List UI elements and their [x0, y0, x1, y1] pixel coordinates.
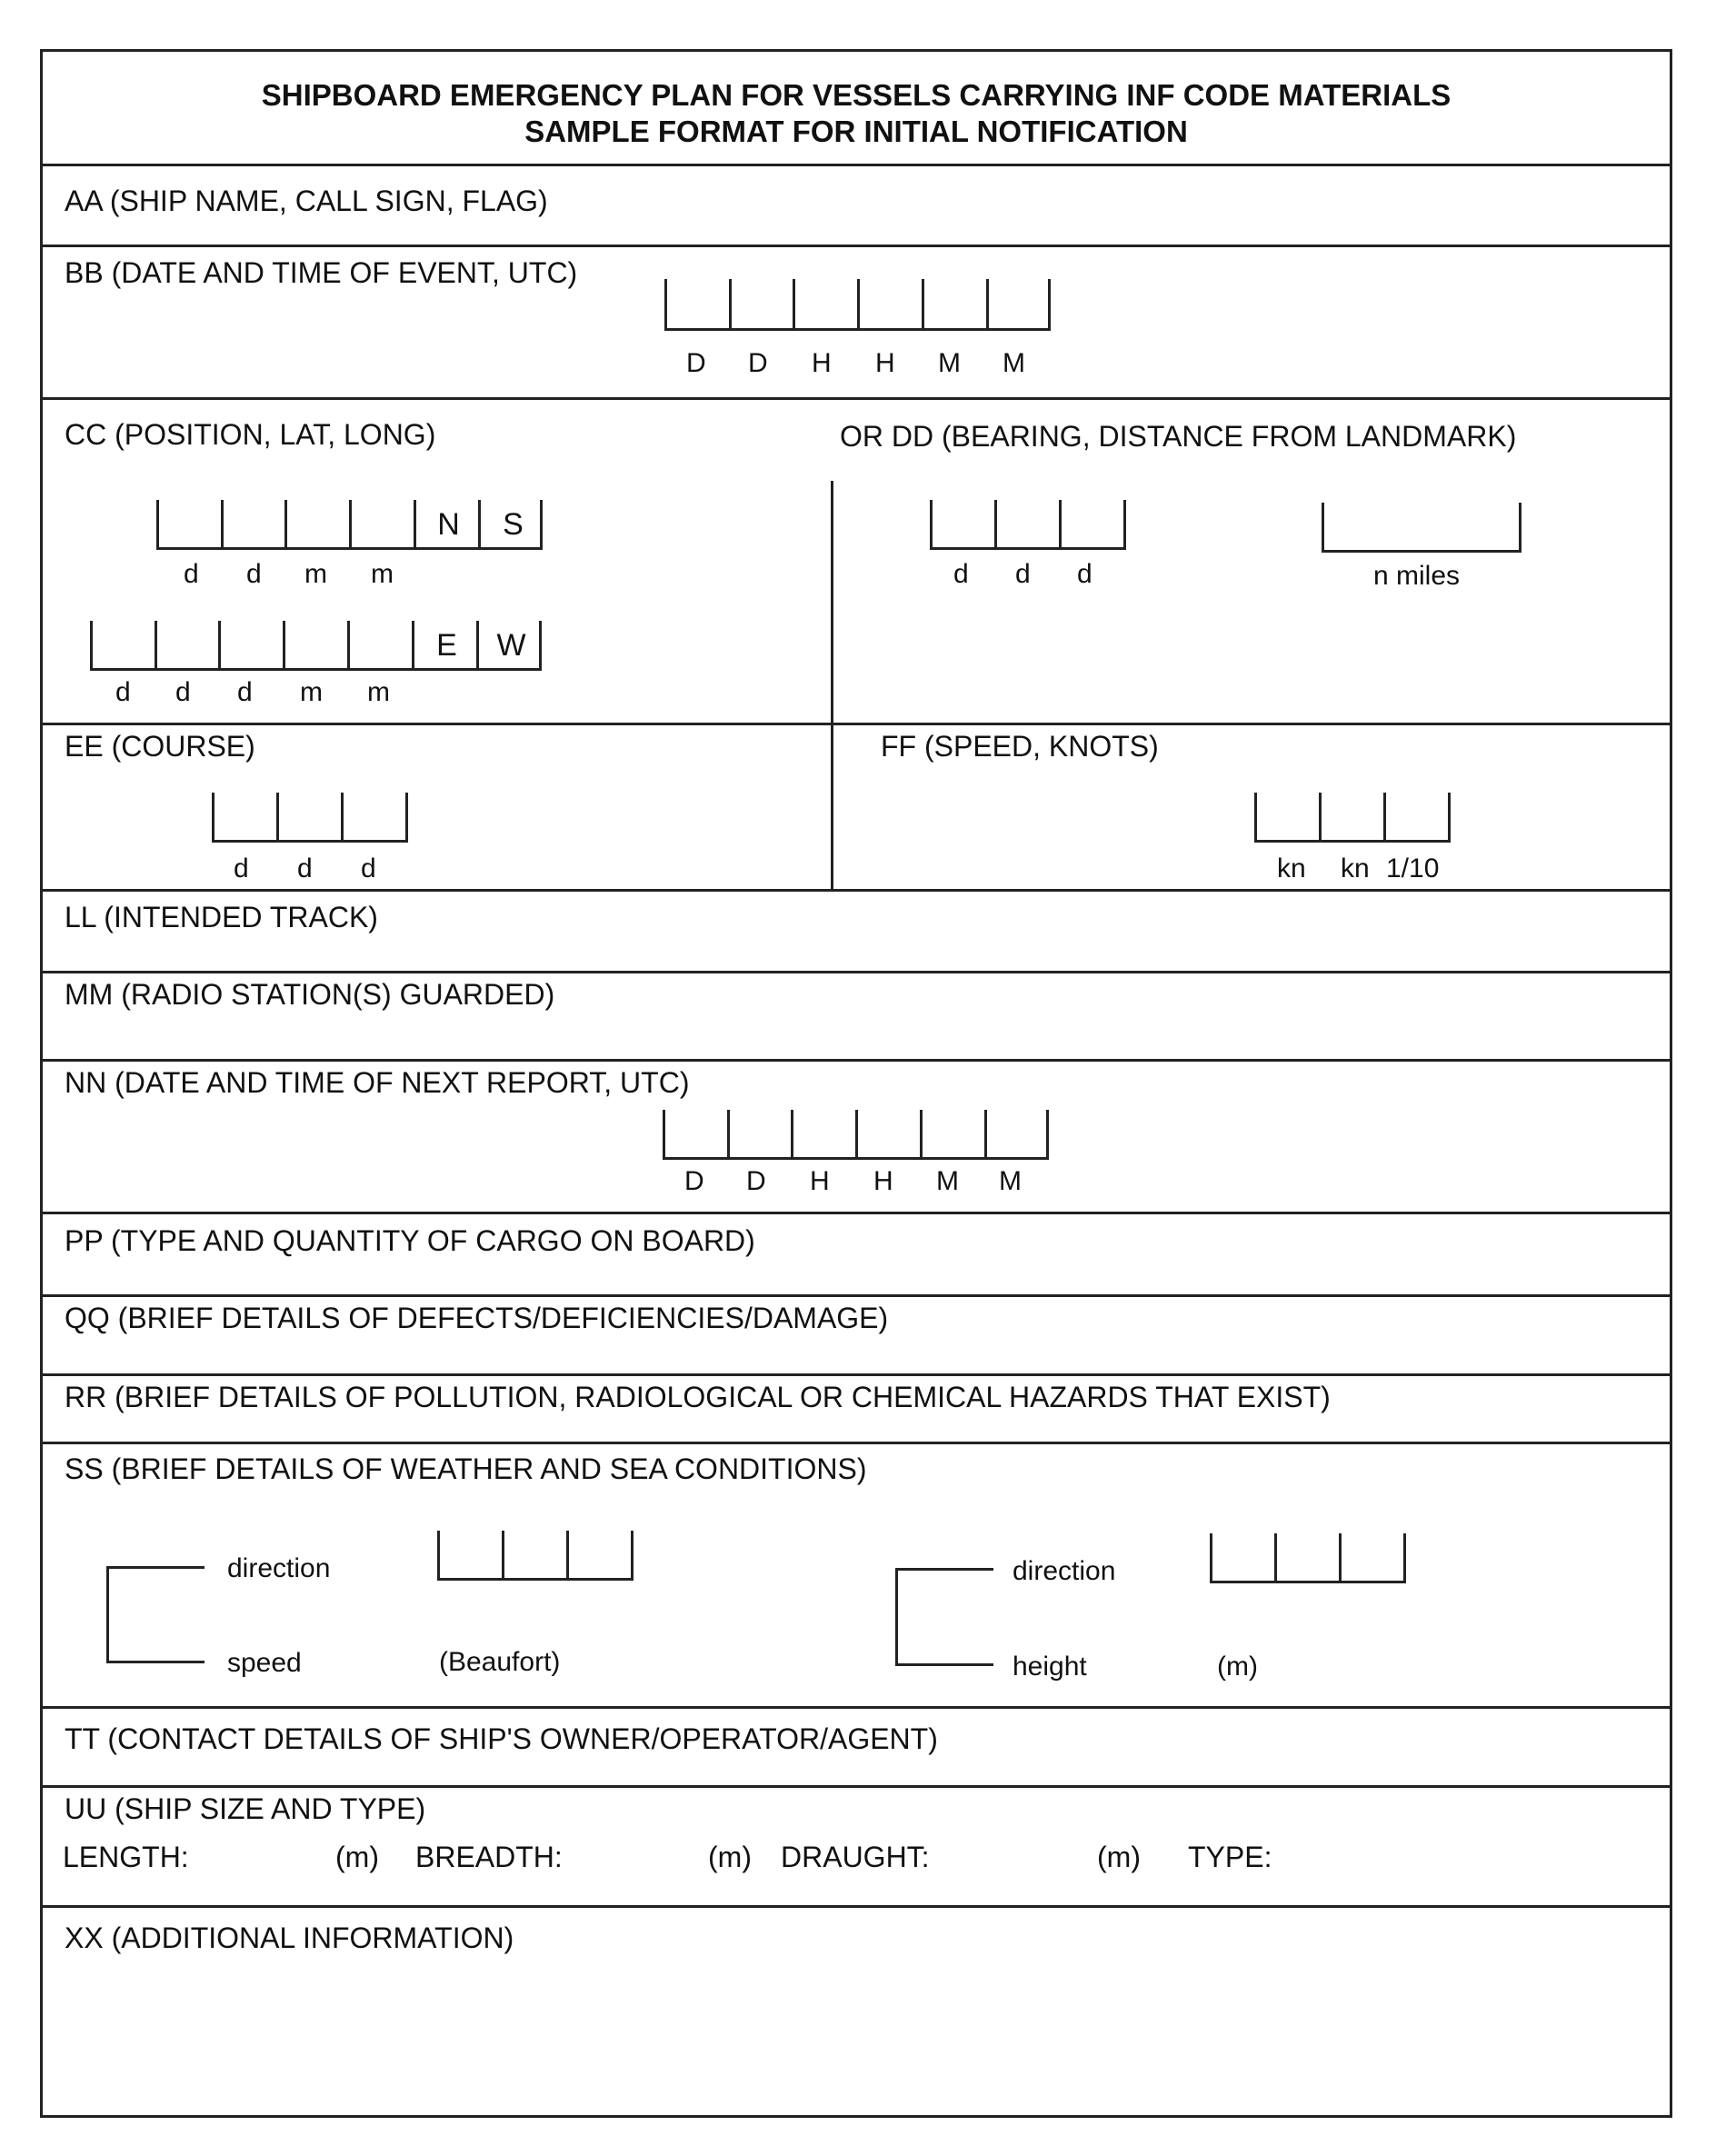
bb-cell-label: M — [1003, 348, 1025, 378]
column-divider — [831, 481, 833, 889]
field-ee-label: EE (COURSE) — [65, 730, 255, 763]
divider — [43, 723, 1670, 725]
bb-cell-label: H — [812, 348, 832, 378]
field-nn-label: NN (DATE AND TIME OF NEXT REPORT, UTC) — [65, 1066, 690, 1099]
wind-direction-label: direction — [227, 1553, 331, 1583]
divider — [43, 1905, 1670, 1908]
cc-lat-cell-label: m — [371, 559, 394, 589]
divider — [43, 1785, 1670, 1788]
dd-distance-unit-label: n miles — [1373, 561, 1461, 591]
ff-speed-cell-label: 1/10 — [1386, 853, 1440, 883]
divider — [43, 1373, 1670, 1376]
notification-form — [40, 49, 1672, 2118]
sea-direction-label: direction — [1013, 1556, 1116, 1586]
sea-boxes[interactable] — [1210, 1533, 1406, 1583]
field-ff-label: FF (SPEED, KNOTS) — [881, 730, 1159, 763]
nn-cell-label: D — [684, 1166, 704, 1196]
uu-draught-label: DRAUGHT: — [781, 1841, 930, 1873]
cc-long-cell-label: d — [115, 677, 131, 707]
nn-cell-label: M — [999, 1166, 1022, 1196]
divider — [43, 397, 1670, 400]
cc-long-cell-label: d — [237, 677, 253, 707]
uu-type-label: TYPE: — [1188, 1841, 1272, 1873]
uu-length-label: LENGTH: — [63, 1841, 189, 1873]
sea-unit-label: (m) — [1217, 1652, 1258, 1682]
field-ll-label: LL (INTENDED TRACK) — [65, 901, 378, 933]
cc-hemisphere-e: E — [436, 628, 457, 663]
nn-cell-label: D — [746, 1166, 766, 1196]
field-cc-label: CC (POSITION, LAT, LONG) — [65, 418, 436, 451]
form-title-line1: SHIPBOARD EMERGENCY PLAN FOR VESSELS CARRYING INF CODE MATERIALS — [261, 78, 1452, 112]
sea-bracket — [895, 1568, 993, 1666]
dd-bearing-cell-label: d — [1015, 559, 1031, 589]
bb-cell-label: H — [875, 348, 895, 378]
divider — [43, 1294, 1670, 1297]
form-title-line2: SAMPLE FORMAT FOR INITIAL NOTIFICATION — [524, 115, 1188, 148]
cc-hemisphere-w: W — [496, 628, 526, 663]
ff-speed-boxes[interactable] — [1254, 793, 1451, 843]
dd-bearing-cell-label: d — [953, 559, 969, 589]
cc-long-cell-label: m — [367, 677, 390, 707]
ee-course-cell-label: d — [234, 853, 249, 883]
dd-bearing-boxes[interactable] — [930, 500, 1126, 550]
field-tt-label: TT (CONTACT DETAILS OF SHIP'S OWNER/OPERATOR/AGENT) — [65, 1722, 938, 1755]
wind-speed-label: speed — [227, 1648, 302, 1678]
divider — [43, 245, 1670, 247]
nn-cell-label: M — [936, 1166, 959, 1196]
uu-breadth-unit: (m) — [708, 1841, 752, 1873]
ee-course-boxes[interactable] — [212, 793, 408, 843]
field-mm-label: MM (RADIO STATION(S) GUARDED) — [65, 978, 555, 1011]
field-uu-label: UU (SHIP SIZE AND TYPE) — [65, 1792, 426, 1825]
bb-cell-label: M — [938, 348, 961, 378]
cc-hemisphere-n: N — [437, 507, 460, 542]
bb-datetime-boxes[interactable] — [664, 279, 1051, 331]
field-qq-label: QQ (BRIEF DETAILS OF DEFECTS/DEFICIENCIES/DAMAGE) — [65, 1302, 889, 1334]
field-xx-label: XX (ADDITIONAL INFORMATION) — [65, 1921, 514, 1954]
uu-length-unit: (m) — [335, 1841, 379, 1873]
field-aa-label: AA (SHIP NAME, CALL SIGN, FLAG) — [65, 185, 548, 217]
field-rr-label: RR (BRIEF DETAILS OF POLLUTION, RADIOLOGICAL OR CHEMICAL HAZARDS THAT EXIST) — [65, 1381, 1331, 1413]
cc-hemisphere-s: S — [503, 507, 524, 542]
sea-height-label: height — [1013, 1652, 1087, 1682]
dd-distance-box[interactable] — [1322, 503, 1521, 553]
wind-boxes[interactable] — [437, 1531, 634, 1581]
divider — [43, 1059, 1670, 1062]
cc-long-cell-label: d — [175, 677, 191, 707]
cc-lat-cell-label: d — [184, 559, 199, 589]
dd-bearing-cell-label: d — [1077, 559, 1092, 589]
divider — [43, 889, 1670, 892]
ee-course-cell-label: d — [297, 853, 313, 883]
field-dd-label: OR DD (BEARING, DISTANCE FROM LANDMARK) — [840, 420, 1517, 453]
divider — [43, 164, 1670, 166]
ff-speed-cell-label: kn — [1341, 853, 1370, 883]
field-ss-label: SS (BRIEF DETAILS OF WEATHER AND SEA CONDITIONS) — [65, 1452, 867, 1485]
bb-cell-label: D — [686, 348, 706, 378]
cc-lat-cell-label: m — [304, 559, 327, 589]
nn-cell-label: H — [810, 1166, 830, 1196]
cc-lat-cell-label: d — [246, 559, 262, 589]
field-pp-label: PP (TYPE AND QUANTITY OF CARGO ON BOARD) — [65, 1224, 755, 1257]
ff-speed-cell-label: kn — [1277, 853, 1306, 883]
ee-course-cell-label: d — [361, 853, 376, 883]
field-bb-label: BB (DATE AND TIME OF EVENT, UTC) — [65, 256, 578, 289]
divider — [43, 1212, 1670, 1214]
wind-bracket — [106, 1566, 205, 1663]
wind-unit-label: (Beaufort) — [439, 1647, 561, 1677]
divider — [43, 971, 1670, 973]
bb-cell-label: D — [748, 348, 768, 378]
divider — [43, 1706, 1670, 1709]
uu-draught-unit: (m) — [1097, 1841, 1141, 1873]
nn-datetime-boxes[interactable] — [663, 1110, 1049, 1160]
uu-breadth-label: BREADTH: — [415, 1841, 563, 1873]
divider — [43, 1442, 1670, 1444]
cc-long-cell-label: m — [300, 677, 323, 707]
nn-cell-label: H — [873, 1166, 893, 1196]
